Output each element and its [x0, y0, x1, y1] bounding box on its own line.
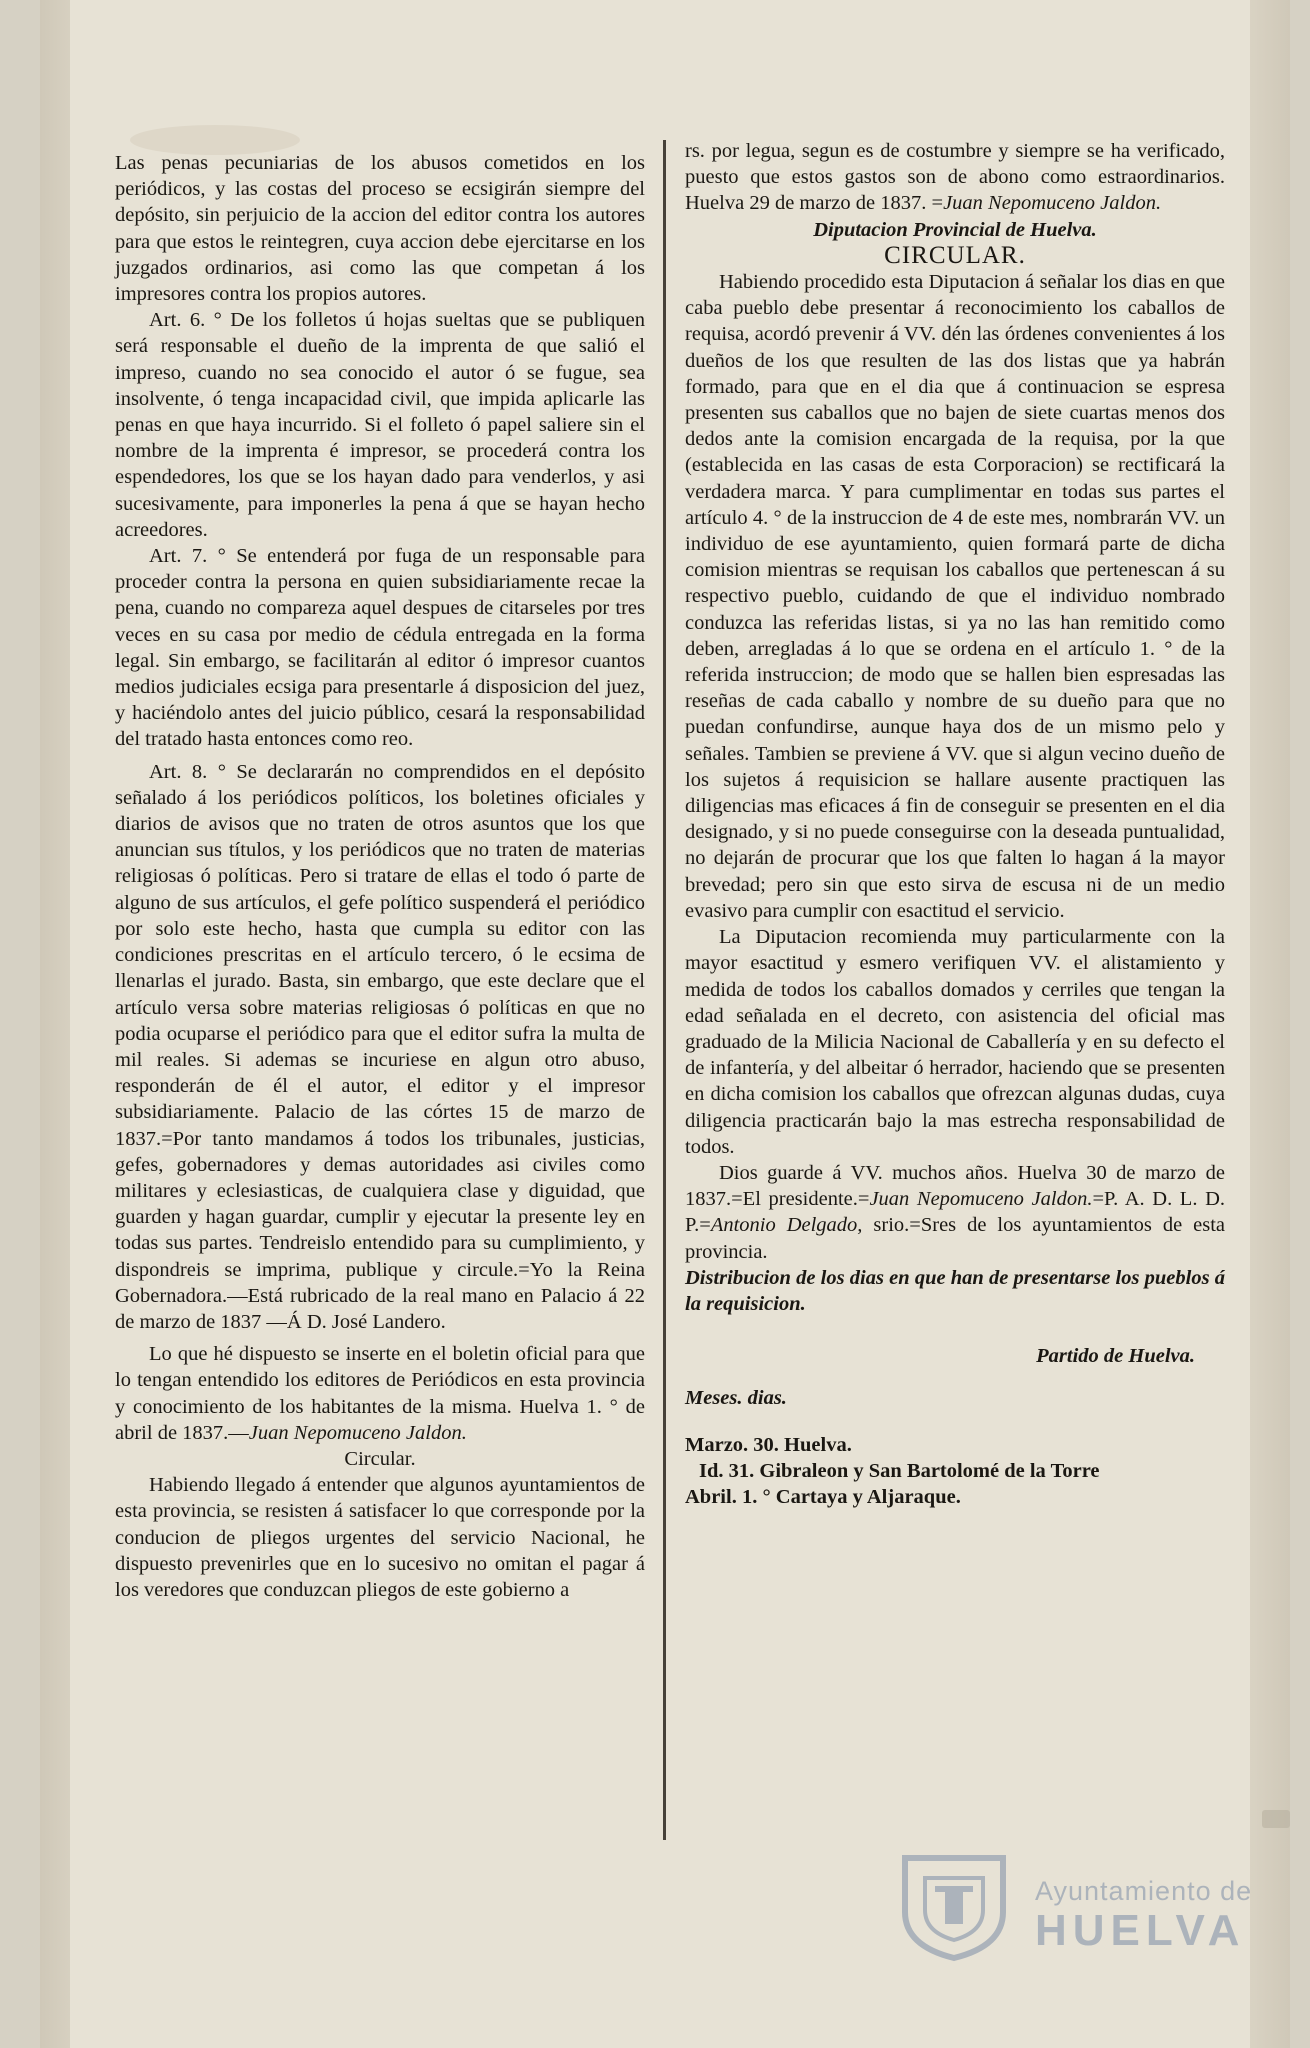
schedule-row: Id. 31. Gibraleon y San Bartolomé de la Torre — [699, 1459, 1100, 1482]
schedule-row: Marzo. 30. Huelva. — [685, 1433, 852, 1456]
months-days-header: Meses. dias. — [685, 1387, 787, 1410]
scan-artifact — [1262, 1810, 1290, 1828]
column-divider — [663, 140, 666, 1840]
distribution-title: Distribucion de los dias en que han de presentarse los pueblos á la requisicion. — [685, 1266, 1225, 1315]
circular-paragraph: Habiendo llegado á entender que algunos ayuntamientos de esta provincia, se resisten á satisfacer lo que corresponde por la conducion de pliegos urgentes del servicio Nacional, he dispuesto prevenirles que en lo sucesivo no omitan el pagar á los veredores que conduzcan pliegos de este gobierno a — [115, 1474, 645, 1601]
right-column — [685, 138, 1225, 1510]
closing-paragraph — [685, 1160, 1225, 1265]
publication-notice — [115, 1341, 645, 1446]
watermark-logo — [895, 1850, 1255, 1960]
circular-body: Habiendo procedido esta Diputacion á señalar los dias en que caba pueblo debe presentar á reconocimiento los caballos de requisa, acordó prevenir á VV. dén las órdenes convenientes á los dueños de los que resulten de las dos listas que ya habrán formado, para que en el dia que á continuacion se espresa presenten sus caballos que no bajen de siete cuartas menos dos dedos ante la comision encargada de la requisa, por la que (establecida en las casas de esta Corporacion) se rectificará la verdadera marca. Y para cumplimentar en todas sus partes el artículo 4. ° de la instruccion de 4 de este mes, nombrarán VV. un individuo de ese ayuntamiento, quien formará parte de dicha comision mientras se requisan los caballos que pertenescan á su respectivo pueblo, cuidando de que el individuo nombrado conduzca las referidas listas, si ya no las han remitido como deben, arregladas á lo que se ordena en el artículo 1. ° de la referida instruccion; de modo que se hallen bien espresadas las reseñas de cada caballo y nombre de su dueño para que no puedan confundirse, aunque haya dos de un mismo pelo y señales. Tambien se previene á VV. que si algun vecino dueño de los sujetos á requisicion se hallare ausente practiquen las diligencias mas eficaces á fin de conseguir se presenten en el dia designado, y si no puede conseguirse con la deseada puntualidad, no dejarán de procurar que los que falten lo hagan á la mayor brevedad; pero sin que esto sirva de escusa ni de un medio evasivo para cumplir con esactitud el servicio. — [685, 271, 1225, 922]
closing-text: Dios guarde á VV. muchos años. Huelva 30 de marzo de 1837.=El presidente.= — [685, 1161, 1225, 1211]
signature-jaldon-2: Juan Nepomuceno Jaldon. — [943, 192, 1162, 215]
closing-abbrev: =P. A. D. L. D. P.= — [685, 1188, 1225, 1237]
coat-of-arms-icon — [895, 1850, 1013, 1962]
president-name: Juan Nepomuceno Jaldon. — [869, 1188, 1093, 1211]
right-paragraph-1-text: rs. por legua, segun es de costumbre y siempre se ha verificado, puesto que estos gastos son de abono como estraordinarios. Huelva 29 de marzo de 1837. = — [685, 140, 1225, 215]
circular-heading-right: CIRCULAR. — [884, 241, 1026, 269]
left-column — [115, 150, 645, 1603]
publication-notice-text: Lo que hé dispuesto se inserte en el boletin oficial para que lo tengan entendido los editores de Periódicos en esta provincia y conocimiento de los habitantes de la misma. Huelva 1. ° de abril de 1837.— — [115, 1343, 645, 1444]
left-paragraph-1: Las penas pecuniarias de los abusos cometidos en los periódicos, y las costas del proceso se ecsigirán siempre del depósito, sin perjuicio de la accion del editor contra los autores para que estos le reintegren, cuya accion debe ejercitarse en los juzgados ordinarios, asi como las que competan á los impresores contra los propios autores. — [115, 152, 645, 306]
partido-heading: Partido de Huelva. — [1036, 1345, 1195, 1368]
signature-jaldon: Juan Nepomuceno Jaldon. — [248, 1421, 467, 1444]
watermark-line-1: Ayuntamiento de — [1035, 1876, 1253, 1906]
right-paragraph-1 — [685, 138, 1225, 217]
secretary-name: Antonio Delgado, — [710, 1214, 863, 1237]
recommendation-paragraph: La Diputacion recomienda muy particularmente con la mayor esactitud y esmero verifiquen VV. el alistamiento y medida de todos los caballos domados y cerriles que tengan la edad señalada en el decreto, con asistencia del oficial mas graduado de la Milicia Nacional de Caballería y en su defecto el de infantería, y del albeitar ó herrador, haciendo que se presenten en dicha comision los caballos que ofrezcan algunas dudas, cuya diligencia practicarán bajo la mas estrecha responsabilidad de todos. — [685, 926, 1225, 1158]
circular-heading-left: Circular. — [344, 1447, 416, 1470]
article-7: Art. 7. ° Se entenderá por fuga de un responsable para proceder contra la persona en quien subsidiariamente recae la pena, cuando no compareza aquel despues de citarseles por tres veces en su casa por medio de cédula entregada en la forma legal. Sin embargo, se facilitarán al editor ó impresor cuantos medios judiciales ecsiga para presentarle á disposicion del juez, y haciéndolo antes del juicio público, cesará la responsabilidad del tratado hasta entonces como reo. — [115, 545, 645, 751]
article-8: Art. 8. ° Se declararán no comprendidos en el depósito señalado á los periódicos políticos, los boletines oficiales y diarios de avisos que no traten de otros asuntos que los que anuncian sus títulos, y los periódicos que no traten de materias religiosas ó políticas. Pero si tratare de ellas el todo ó parte de alguno de sus artículos, el gefe político suspenderá el periódico por solo este hecho, hasta que cumpla su editor con las condiciones prescritas en el artículo tercero, ó le ecsima de llenarlas el jurado. Basta, sin embargo, que este declare que el artículo versa sobre materias religiosas ó políticas en que no podia ocuparse el periódico para que el editor sufra la multa de mil reales. Si ademas se incuriese en algun otro abuso, responderán de él el autor, el editor y el impresor subsidiariamente. Palacio de las córtes 15 de marzo de 1837.=Por tanto mandamos á todos los tribunales, justicias, gefes, gobernadores y demas autoridades asi civiles como militares y eclesiasticas, de cualquiera clase y diguidad, que guarden y hagan guardar, cumplir y ejecutar la presente ley en todas sus partes. Tendreislo entendido para su cumplimiento, y dispondreis se imprima, publique y circule.=Yo la Reina Gobernadora.—Está rubricado de la real mano en Palacio á 22 de marzo de 1837 —Á D. José Landero. — [115, 760, 645, 1333]
closing-recipients: srio.=Sres de los ayuntamientos de esta provincia. — [685, 1214, 1225, 1263]
article-6: Art. 6. ° De los folletos ú hojas sueltas que se publiquen será responsable el dueño de la imprenta de que salió el impreso, cuando no sea conocido el autor ó se fugue, sea insolvente, ó tenga incapacidad civil, que impida aplicarle las penas en que haya incurrido. Si el folleto ó papel saliere sin el nombre de la imprenta é impresor, se procederá contra los espendedores, los que se los hayan dado para venderlos, y asi sucesivamente, para imponerles la pena á que se hayan hecho acreedores. — [115, 309, 645, 541]
watermark-line-2: HUELVA — [1035, 1906, 1246, 1955]
diputacion-title: Diputacion Provincial de Huelva. — [813, 218, 1097, 241]
schedule-row: Abril. 1. ° Cartaya y Aljaraque. — [685, 1485, 961, 1508]
